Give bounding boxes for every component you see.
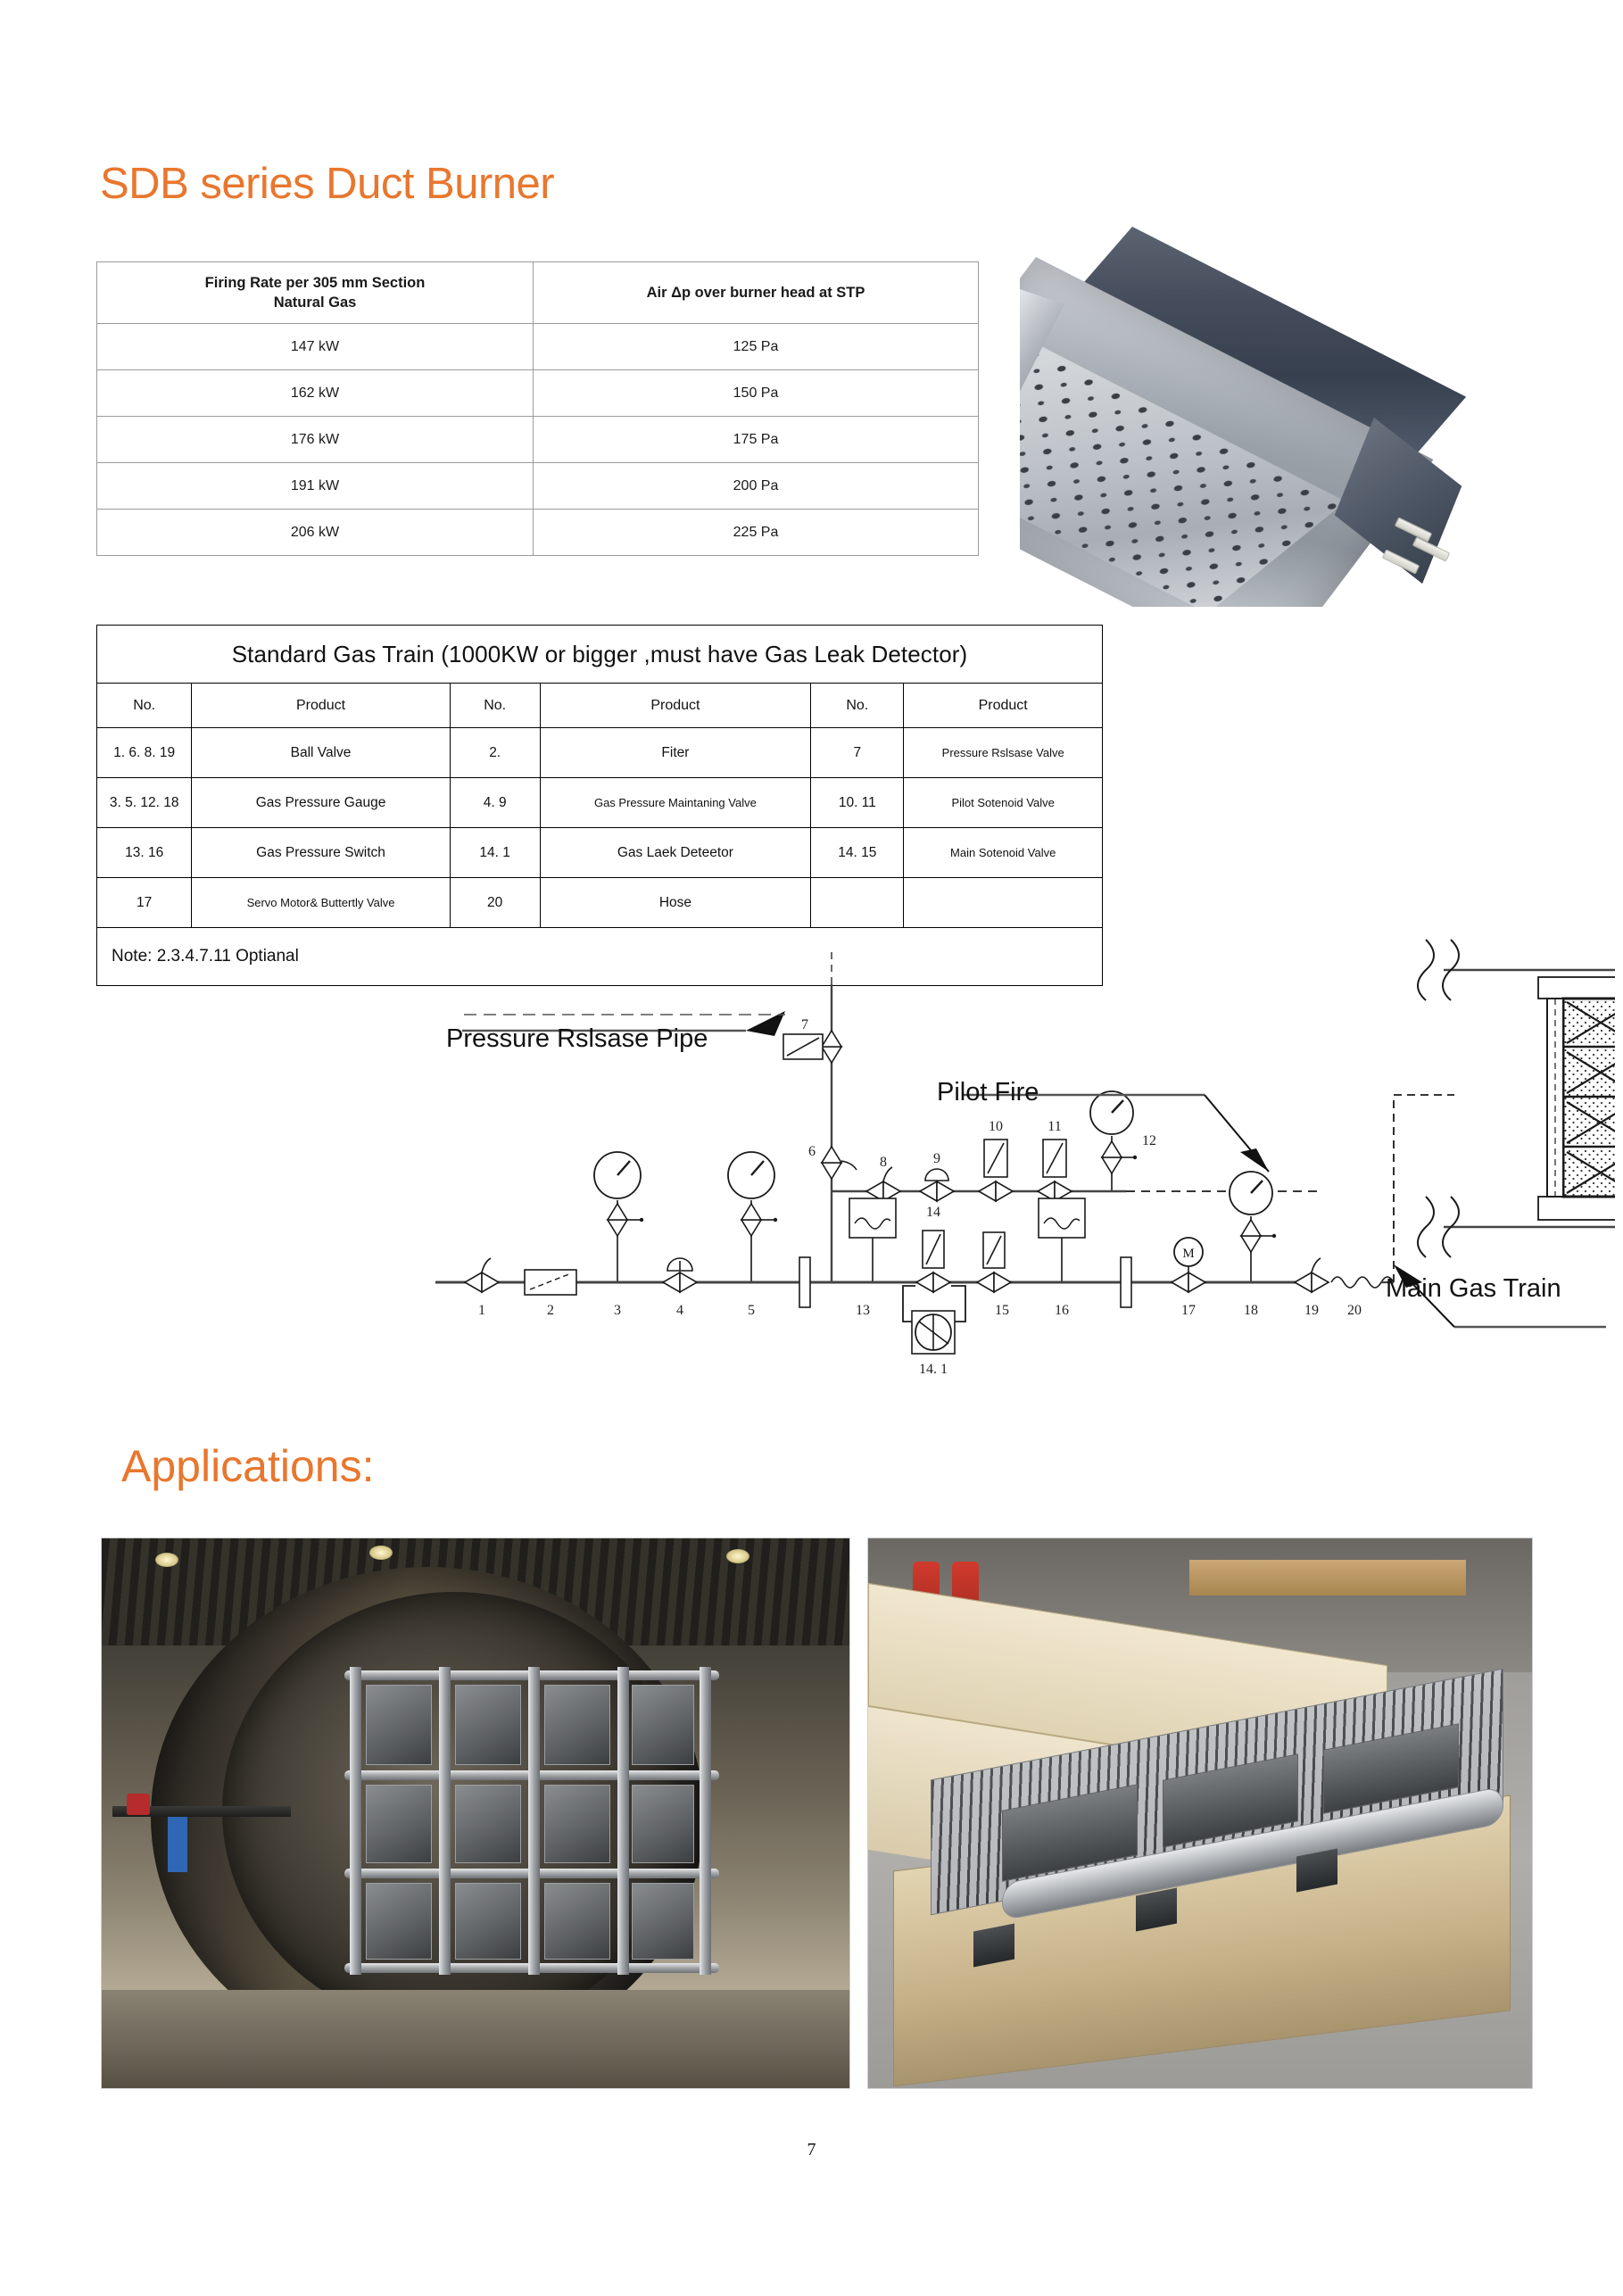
firing-rate-spec-table — [96, 261, 979, 556]
table-header-row — [97, 262, 979, 324]
schematic-number-17: 17 — [1181, 1303, 1196, 1318]
cell-no — [811, 878, 904, 928]
spec-air-dp: 175 Pa — [534, 417, 979, 463]
schematic-item-11-pilot-sotenoid-valve — [1038, 1140, 1072, 1201]
ceiling-lamp-icon — [155, 1553, 178, 1567]
applications-heading: Applications: — [121, 1441, 375, 1491]
col-header-product-1: Product — [192, 684, 450, 728]
table-row — [97, 828, 1103, 878]
schematic-item-18-gas-pressure-gauge — [1230, 1172, 1276, 1282]
col-header-product-2: Product — [540, 684, 811, 728]
table-row — [97, 370, 979, 417]
cell-product: Servo Motor& Buttertly Valve — [192, 878, 450, 928]
ceiling-lamp-icon — [726, 1549, 749, 1563]
schematic-number-11: 11 — [1047, 1119, 1062, 1134]
background-pallet — [1189, 1560, 1466, 1596]
spec-air-dp: 200 Pa — [534, 463, 979, 510]
product-photo-duct-burner — [1020, 225, 1466, 607]
table-row — [97, 778, 1103, 828]
schematic-number-7: 7 — [801, 1017, 808, 1032]
cell-no: 14. 1 — [450, 828, 540, 878]
factory-floor — [102, 1990, 849, 2088]
spec-firing-rate: 206 kW — [97, 510, 534, 556]
schematic-item-3-gas-pressure-gauge — [594, 1152, 643, 1282]
cell-product: Ball Valve — [192, 728, 450, 778]
cell-no: 3. 5. 12. 18 — [97, 778, 192, 828]
page-title: SDB series Duct Burner — [100, 160, 555, 208]
schematic-item-19-ball-valve — [1295, 1258, 1329, 1292]
schematic-number-2: 2 — [547, 1303, 554, 1318]
schematic-item-7-pressure-release-valve — [783, 1031, 841, 1063]
cell-product — [904, 878, 1103, 928]
table-header-row — [97, 684, 1103, 728]
schematic-item-8-ball-valve — [866, 1167, 900, 1201]
schematic-number-15: 15 — [995, 1303, 1009, 1318]
schematic-item-14-1-gas-leak-detector — [903, 1286, 965, 1354]
gas-train-title-row — [97, 626, 1103, 684]
cell-product: Hose — [540, 878, 811, 928]
schematic-number-14: 14 — [926, 1205, 940, 1220]
spec-header-line1: Firing Rate per 305 mm Section — [204, 274, 426, 291]
table-row — [97, 510, 979, 556]
ceiling-lamp-icon — [369, 1546, 393, 1560]
svg-text:M: M — [1182, 1247, 1195, 1261]
schematic-number-13: 13 — [856, 1303, 870, 1318]
spec-firing-rate: 162 kW — [97, 370, 534, 417]
schematic-number-10: 10 — [989, 1119, 1003, 1134]
schematic-item-4-gas-pressure-maintaning-valve — [663, 1258, 697, 1292]
schematic-number-6: 6 — [808, 1144, 816, 1159]
schematic-number-3: 3 — [614, 1303, 621, 1318]
cell-product: Gas Pressure Maintaning Valve — [540, 778, 811, 828]
cell-product: Pilot Sotenoid Valve — [904, 778, 1103, 828]
schematic-item-9-gas-pressure-maintaning-valve — [920, 1169, 954, 1201]
schematic-item-15-main-sotenoid-valve — [977, 1232, 1011, 1292]
cell-product: Gas Pressure Gauge — [192, 778, 450, 828]
schematic-number-1: 1 — [478, 1303, 485, 1318]
schematic-number-16: 16 — [1055, 1303, 1069, 1318]
cell-no: 4. 9 — [450, 778, 540, 828]
schematic-item-13-gas-pressure-switch — [799, 1198, 896, 1307]
cell-no: 17 — [97, 878, 192, 928]
cell-product: Gas Laek Deteetor — [540, 828, 811, 878]
cell-product: Gas Pressure Switch — [192, 828, 450, 878]
schematic-flange — [1121, 1257, 1131, 1307]
schematic-number-5: 5 — [748, 1303, 755, 1318]
schematic-label-pilot-fire: Pilot Fire — [937, 1078, 1039, 1107]
schematic-number-8: 8 — [880, 1155, 887, 1170]
schematic-item-14-main-sotenoid-valve — [916, 1231, 950, 1292]
page-number: 7 — [807, 2140, 816, 2159]
spec-firing-rate: 147 kW — [97, 324, 534, 370]
cell-no: 7 — [811, 728, 904, 778]
gas-train-schematic-diagram — [419, 932, 1615, 1405]
schematic-item-2-filter — [525, 1270, 576, 1295]
cell-no: 2. — [450, 728, 540, 778]
gas-train-note: Note: 2.3.4.7.11 Optianal — [97, 928, 1103, 986]
schematic-item-10-pilot-sotenoid-valve — [979, 1140, 1013, 1201]
cell-no: 10. 11 — [811, 778, 904, 828]
cell-no: 14. 15 — [811, 828, 904, 878]
burner-grid-assembly — [344, 1667, 719, 1975]
spec-air-dp: 125 Pa — [534, 324, 979, 370]
schematic-item-17-servo-motor-butterfly-valve — [1172, 1238, 1205, 1292]
schematic-duct-burner-section — [1418, 940, 1615, 1257]
col-header-no-2: No. — [450, 684, 540, 728]
col-header-product-3: Product — [904, 684, 1103, 728]
schematic-number-19: 19 — [1304, 1303, 1319, 1318]
cell-no: 13. 16 — [97, 828, 192, 878]
spec-header-firing-rate — [97, 262, 534, 324]
spec-firing-rate: 191 kW — [97, 463, 534, 510]
cell-no: 1. 6. 8. 19 — [97, 728, 192, 778]
spec-header-line2: Natural Gas — [273, 294, 357, 311]
schematic-number-18: 18 — [1244, 1303, 1258, 1318]
table-row — [97, 878, 1103, 928]
schematic-item-1-ball-valve — [465, 1258, 499, 1292]
application-photo-crated-burner — [867, 1538, 1533, 2089]
table-row — [97, 324, 979, 370]
spec-firing-rate: 176 kW — [97, 417, 534, 463]
blue-tag — [168, 1817, 187, 1872]
schematic-item-12-gas-pressure-gauge — [1090, 1091, 1137, 1191]
application-photo-duct-installation — [101, 1538, 850, 2089]
cell-product: Main Sotenoid Valve — [904, 828, 1103, 878]
spec-air-dp: 150 Pa — [534, 370, 979, 417]
schematic-number-20: 20 — [1347, 1303, 1362, 1318]
col-header-no-1: No. — [97, 684, 192, 728]
spec-header-air-dp: Air Δp over burner head at STP — [534, 262, 979, 324]
schematic-label-pressure-release-pipe: Pressure Rslsase Pipe — [446, 1024, 708, 1053]
schematic-number-14-1: 14. 1 — [919, 1362, 948, 1377]
cell-product: Pressure Rslsase Valve — [904, 728, 1103, 778]
red-tag — [127, 1794, 150, 1815]
schematic-number-12: 12 — [1142, 1133, 1156, 1148]
col-header-no-3: No. — [811, 684, 904, 728]
spec-air-dp: 225 Pa — [534, 510, 979, 556]
schematic-number-4: 4 — [676, 1303, 683, 1318]
schematic-label-main-gas-train: Main Gas Train — [1386, 1274, 1561, 1303]
schematic-item-16-gas-pressure-switch — [1039, 1198, 1085, 1282]
schematic-number-9: 9 — [933, 1151, 940, 1166]
table-row — [97, 417, 979, 463]
gas-train-title: Standard Gas Train (1000KW or bigger ,must have Gas Leak Detector) — [97, 626, 1103, 684]
schematic-item-5-gas-pressure-gauge — [728, 1152, 777, 1282]
cell-product: Fiter — [540, 728, 811, 778]
cell-no: 20 — [450, 878, 540, 928]
table-row — [97, 728, 1103, 778]
schematic-item-6-ball-valve — [822, 1147, 857, 1179]
table-row — [97, 463, 979, 510]
